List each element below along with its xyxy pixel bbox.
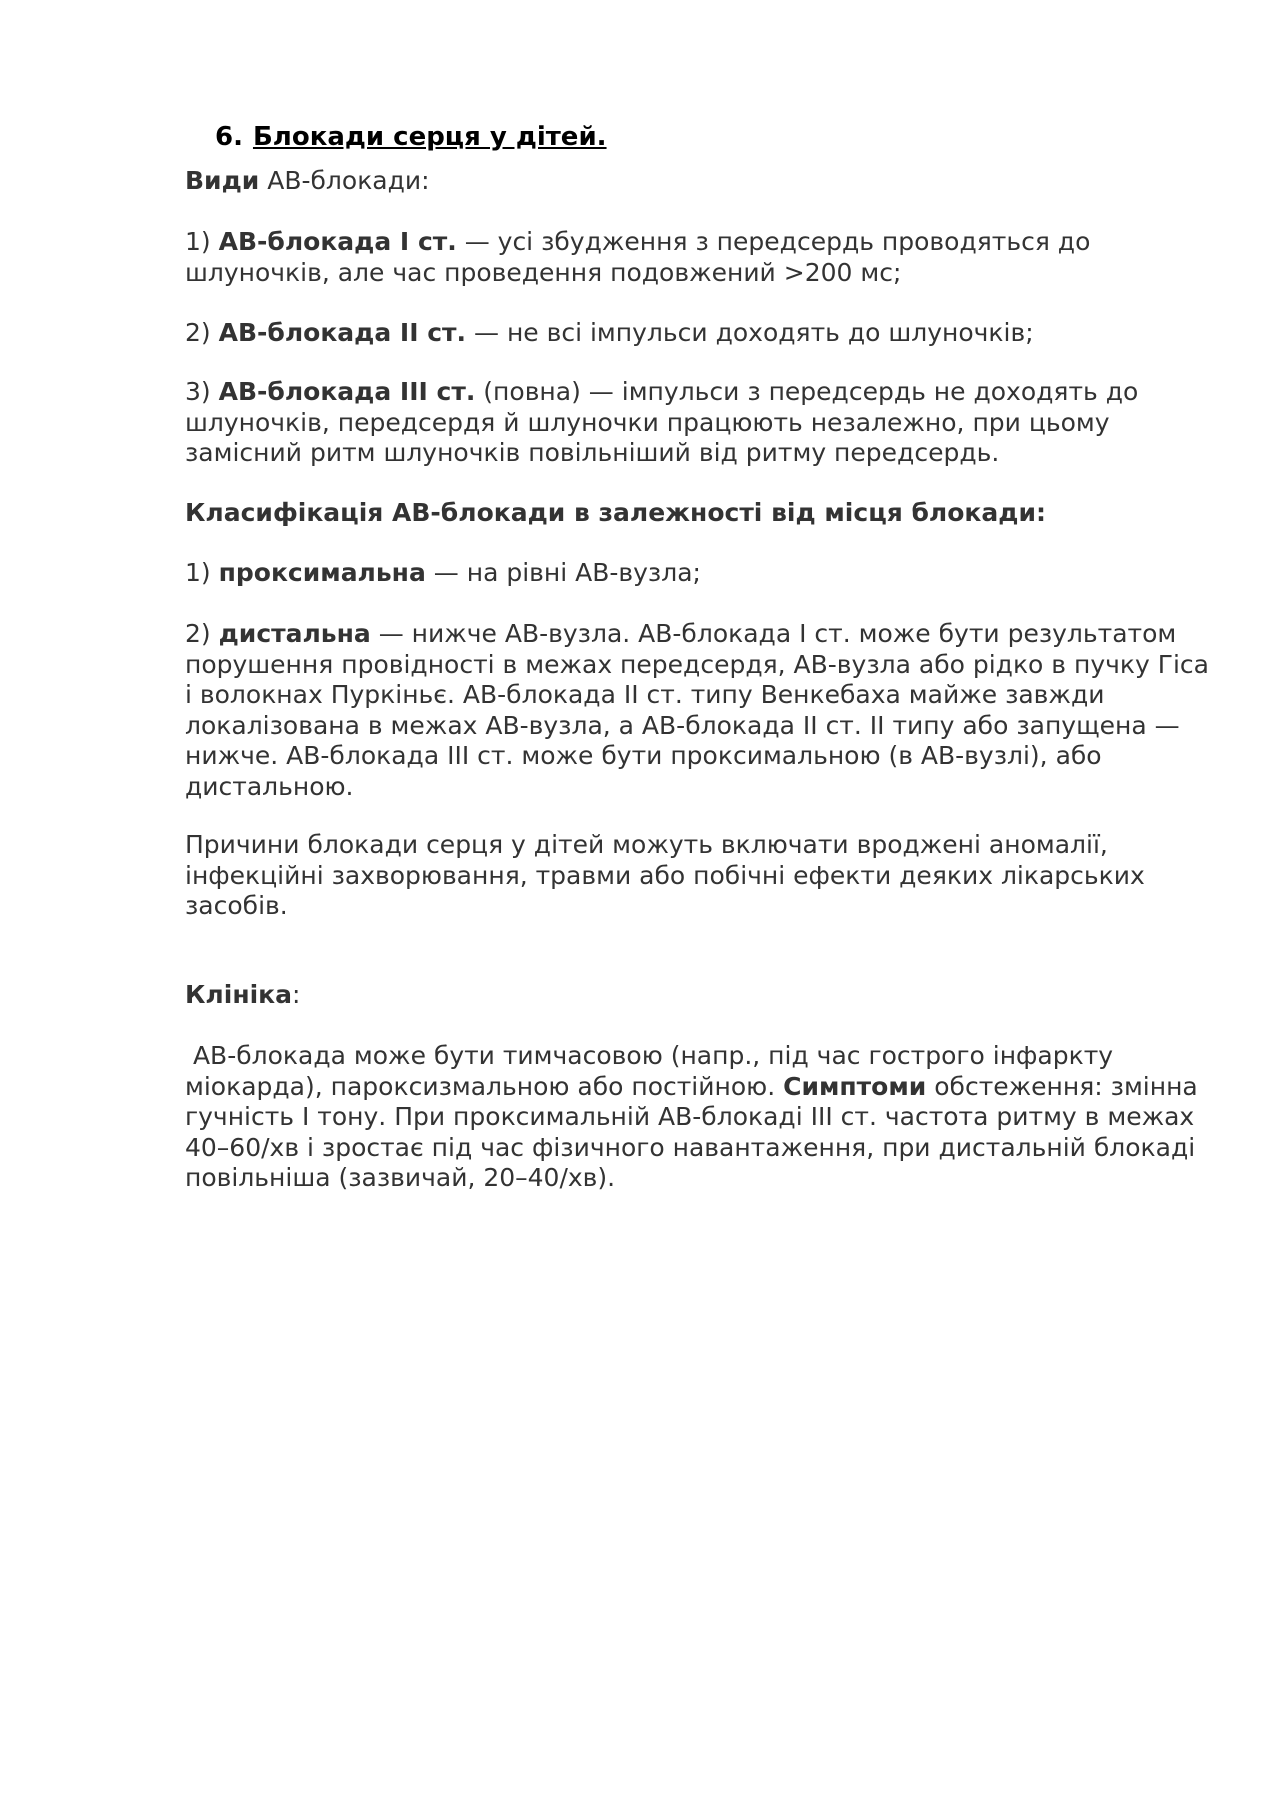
classification-description: — на рівні АВ-вузла; [425, 558, 701, 587]
clinic-paragraph [185, 1041, 1215, 1194]
degree-item-1 [185, 227, 1215, 288]
types-intro-text: АВ-блокади: [259, 166, 430, 195]
degree-description: — усі збудження з передсердь проводяться до шлуночків, але час проведення подовжений >200 мс; [185, 227, 1091, 287]
classification-title [185, 498, 1215, 529]
degree-description: (повна) — імпульси з передсердь не доходять до шлуночків, передсердя й шлуночки працюють незалежно, при цьому замісний ритм шлуночків повільніший від ритму передсердь. [185, 377, 1139, 467]
types-intro-bold: Види [185, 166, 260, 195]
causes-paragraph [185, 830, 1215, 922]
degree-item-3 [185, 377, 1215, 469]
degree-number: 3) [185, 377, 219, 406]
degree-description: — не всі імпульси доходять до шлуночків; [466, 318, 1034, 347]
classification-number: 1) [185, 558, 219, 587]
section-heading [215, 122, 607, 152]
classification-item-2 [185, 619, 1215, 802]
clinic-title [185, 980, 1215, 1011]
classification-title-text: Класифікація АВ-блокади в залежності від місця блокади: [185, 498, 1046, 527]
degree-number: 2) [185, 318, 219, 347]
classification-item-1 [185, 558, 1215, 589]
degree-number: 1) [185, 227, 219, 256]
degree-term: АВ-блокада III ст. [218, 377, 476, 406]
classification-term: дистальна [218, 619, 371, 648]
classification-term: проксимальна [218, 558, 426, 587]
degree-item-2 [185, 318, 1215, 349]
clinic-symptoms-term: Симптоми [783, 1071, 927, 1101]
types-intro [185, 166, 1215, 197]
section-number: 6. [215, 122, 243, 152]
degree-term: АВ-блокада I ст. [218, 227, 457, 256]
clinic-title-colon: : [292, 980, 301, 1009]
causes-text: Причини блокади серця у дітей можуть включати вроджені аномалії, інфекційні захворювання, травми або побічні ефекти деяких лікарських засобів. [185, 830, 1145, 920]
classification-number: 2) [185, 619, 219, 648]
clinic-text-after: обстеження: змінна гучність I тону. При проксимальній АВ-блокаді III ст. частота ритму в межах 40–60/хв і зростає під час фізичного навантаження, при дистальній блокаді повільніша (зазвичай, 20–40/хв). [185, 1071, 1198, 1192]
degree-term: АВ-блокада II ст. [218, 318, 467, 347]
clinic-title-bold: Клініка [185, 980, 292, 1009]
clinic-text-before: АВ-блокада може бути тимчасовою (напр., під час гострого інфаркту міокарда), пароксизмальною або постійною. [185, 1041, 1122, 1101]
classification-description: — нижче АВ-вузла. АВ-блокада I ст. може бути результатом порушення провідності в межах передсердя, АВ-вузла або рідко в пучку Гіса і волокнах Пуркіньє. АВ-блокада II ст. типу Венкебаха майже завжди локалізована в межах АВ-вузла, а АВ-блокада II ст. II типу або запущена — нижче. АВ-блокада III ст. може бути проксимальною (в АВ-вузлі), або дистальною. [185, 619, 1209, 801]
section-title: Блокади серця у дітей. [252, 122, 607, 152]
